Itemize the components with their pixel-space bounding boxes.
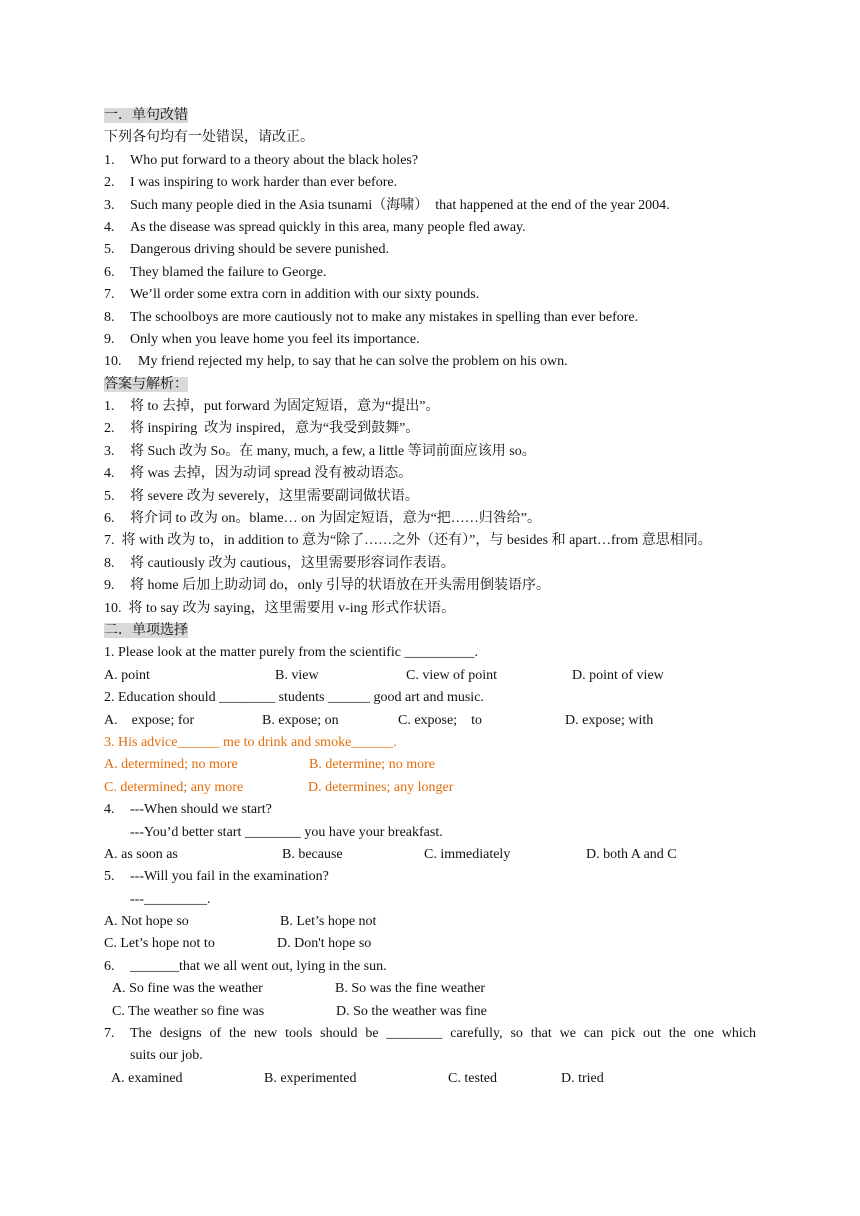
question-7-line2: suits our job.	[130, 1048, 203, 1064]
error-item-1: 1. Who put forward to a theory about the black holes?	[104, 152, 419, 168]
q5-option-a: A. Not hope so	[104, 914, 189, 930]
q1-option-d: D. point of view	[572, 667, 664, 683]
question-3-options-row2	[104, 777, 756, 799]
section1-title: 一．单句改错	[104, 108, 188, 123]
answer-item-1: 1. 将 to 去掉，put forward 为固定短语，意为“提出”。	[104, 399, 440, 415]
section1-heading	[104, 105, 756, 127]
q5-option-b: B. Let’s hope not	[280, 914, 377, 930]
question-4-line1: 4. ---When should we start?	[104, 802, 272, 818]
answer-item-7: 7. 将 with 改为 to，in addition to 意为“除了……之外（还有）”，与 besides 和 apart…from 意思相同。	[104, 533, 712, 549]
answers-heading	[104, 374, 756, 396]
question-4-line2: ---You’d better start ________ you have your breakfast.	[130, 824, 443, 840]
q2-option-d: D. expose; with	[565, 712, 654, 728]
error-item-10: 10. My friend rejected my help, to say that he can solve the problem on his own.	[104, 354, 568, 370]
question-5-options-row1	[104, 911, 756, 933]
q7-option-b: B. experimented	[264, 1070, 357, 1086]
question-7-options	[104, 1068, 756, 1090]
question-5-line1: 5. ---Will you fail in the examination?	[104, 869, 329, 885]
question-2-options	[104, 710, 756, 732]
q1-option-b: B. view	[275, 667, 319, 683]
q2-option-a: A. expose; for	[104, 712, 195, 728]
q7-option-c: C. tested	[448, 1070, 497, 1086]
question-1-stem: 1. Please look at the matter purely from the scientific __________.	[104, 645, 479, 661]
error-item-8: 8. The schoolboys are more cautiously not to make any mistakes in spelling than ever before.	[104, 309, 639, 325]
q3-option-b: B. determine; no more	[309, 757, 435, 773]
q5-option-c: C. Let’s hope not to	[104, 936, 215, 952]
answer-item-2: 2. 将 inspiring 改为 inspired，意为“我受到鼓舞”。	[104, 421, 420, 437]
question-5-line2: ---_________.	[130, 891, 211, 907]
q4-option-b: B. because	[282, 846, 343, 862]
question-5-options-row2	[104, 933, 756, 955]
q4-option-c: C. immediately	[424, 846, 511, 862]
q6-option-b: B. So was the fine weather	[335, 981, 486, 997]
q1-option-c: C. view of point	[406, 667, 497, 683]
q6-option-c: C. The weather so fine was	[112, 1003, 265, 1019]
error-item-6: 6. They blamed the failure to George.	[104, 264, 327, 280]
q2-option-c: C. expose; to	[398, 712, 482, 728]
question-6-options-row2	[104, 1001, 756, 1023]
document-content	[104, 105, 756, 1090]
question-6-options-row1	[104, 978, 756, 1000]
q1-option-a: A. point	[104, 667, 150, 683]
question-1-options	[104, 665, 756, 687]
error-item-3: 3. Such many people died in the Asia tsunami（海啸） that happened at the end of the year 2004.	[104, 197, 670, 213]
question-2-stem: 2. Education should ________ students ______ good art and music.	[104, 690, 484, 706]
question-6-stem: 6. _______that we all went out, lying in the sun.	[104, 958, 387, 974]
answer-item-8: 8. 将 cautiously 改为 cautious，这里需要形容词作表语。	[104, 555, 455, 571]
q3-option-a: A. determined; no more	[104, 757, 238, 773]
q2-option-b: B. expose; on	[262, 712, 339, 728]
answer-item-4: 4. 将 was 去掉，因为动词 spread 没有被动语态。	[104, 466, 413, 482]
question-3-stem: 3. His advice______ me to drink and smoke______.	[104, 734, 397, 750]
q3-option-d: D. determines; any longer	[308, 779, 454, 795]
answer-item-9: 9. 将 home 后加上助动词 do，only 引导的状语放在开头需用倒装语序。	[104, 578, 550, 594]
answer-item-5: 5. 将 severe 改为 severely，这里需要副词做状语。	[104, 488, 419, 504]
error-item-9: 9. Only when you leave home you feel its importance.	[104, 331, 420, 347]
question-3-options-row1	[104, 754, 756, 776]
error-item-2: 2. I was inspiring to work harder than ever before.	[104, 175, 398, 191]
question-7-line1: 7. The designs of the new tools should be ________ carefully, so that we can pick out the one which	[104, 1026, 756, 1042]
error-item-5: 5. Dangerous driving should be severe punished.	[104, 242, 389, 258]
q7-option-d: D. tried	[561, 1070, 604, 1086]
q4-option-d: D. both A and C	[586, 846, 677, 862]
q7-option-a: A. examined	[111, 1070, 183, 1086]
answers-title: 答案与解析：	[104, 376, 188, 392]
error-item-7: 7. We’ll order some extra corn in addition with our sixty pounds.	[104, 287, 480, 303]
question-4-options	[104, 844, 756, 866]
q3-option-c: C. determined; any more	[104, 779, 244, 795]
q5-option-d: D. Don't hope so	[277, 936, 372, 952]
q6-option-d: D. So the weather was fine	[336, 1003, 487, 1019]
section2-title: 二．单项选择	[104, 622, 188, 638]
answer-item-3: 3. 将 Such 改为 So。在 many, much, a few, a little 等词前面应该用 so。	[104, 443, 536, 459]
answer-item-10: 10. 将 to say 改为 saying，这里需要用 v-ing 形式作状语。	[104, 600, 456, 616]
q6-option-a: A. So fine was the weather	[112, 981, 263, 997]
section2-heading	[104, 620, 756, 642]
error-item-4: 4. As the disease was spread quickly in this area, many people fled away.	[104, 219, 526, 235]
q4-option-a: A. as soon as	[104, 846, 178, 862]
answer-item-6: 6. 将介词 to 改为 on。blame… on 为固定短语，意为“把……归咎给”。	[104, 511, 542, 527]
section1-instruction: 下列各句均有一处错误，请改正。	[104, 130, 314, 146]
